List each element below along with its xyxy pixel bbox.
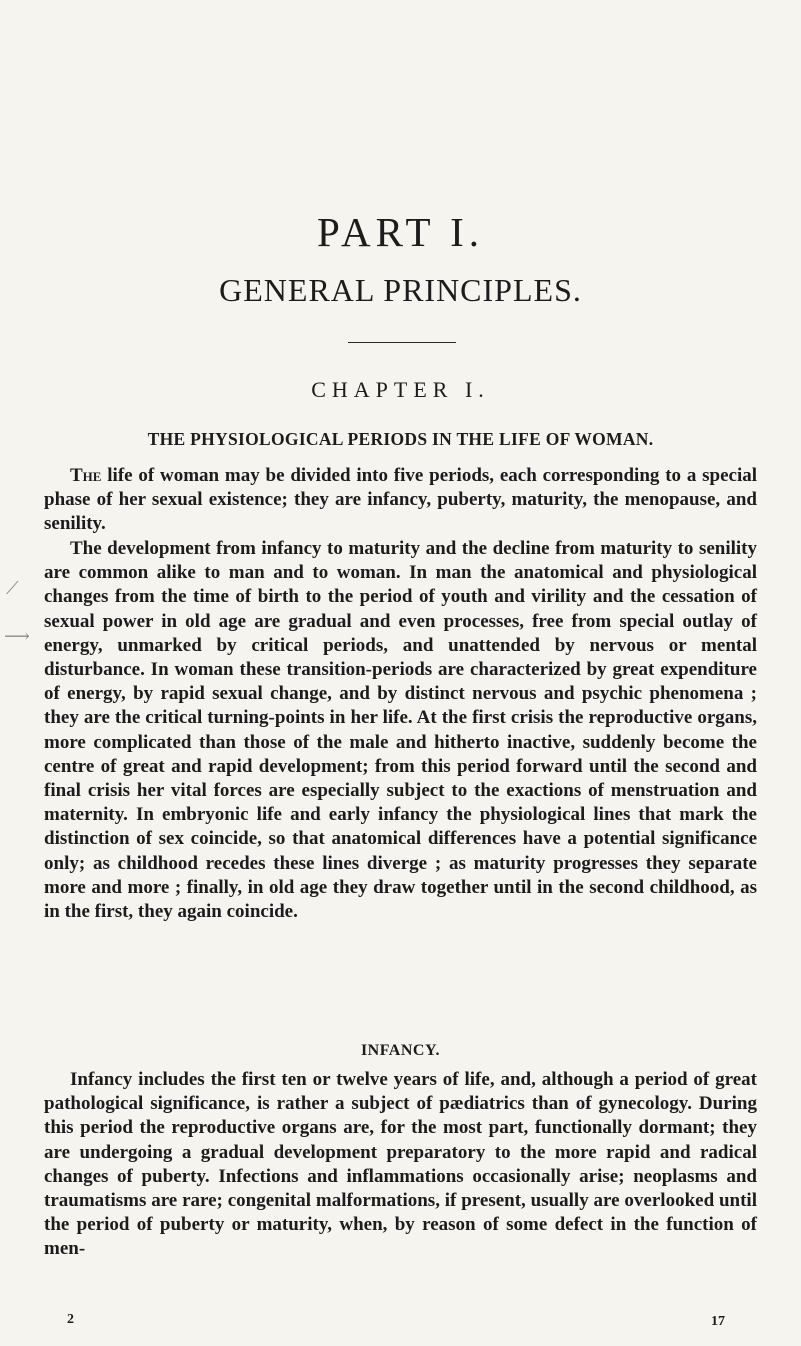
signature-mark: 2 [67,1312,74,1327]
paragraph-development: The development from infancy to maturity and the decline from maturity to senility are common alike to man and to woman. In man the anatomical and physiological changes from the time of birth to the period of youth and virility and the cessation of sexual power in old age are gradual and even processes, free from special outlay of energy, unmarked by critical periods, and unattended by nervous or mental disturbance. In woman these transition-periods are characterized by great expenditure of energy, by rapid sexual change, and by distinct nervous and psychic phenomena ; they are the critical turning-points in her life. At the first crisis the reproductive organs, more complicated than those of the male and hitherto inactive, suddenly become the centre of great and rapid development; from this period forward until the second and final crisis her vital forces are especially subject to the exactions of menstruation and maternity. In embryonic life and early infancy the physiological lines that mark the distinction of sex coincide, so that anatomical differences have a potential significance only; as childhood recedes these lines diverge ; as maturity progresses they separate more and more ; finally, in old age they draw together until in the second childhood, as in the first, they again coincide. [44,538,757,923]
section-title: GENERAL PRINCIPLES. [219,272,582,308]
paragraph-text: life of woman may be divided into five periods, each corresponding to a special phase of her sexual existence; they are infancy, puberty, maturity, the menopause, and senility. [44,465,757,535]
margin-pencil-mark: ⟋ [6,578,19,598]
chapter-subtitle: THE PHYSIOLOGICAL PERIODS IN THE LIFE OF WOMAN. [147,429,654,449]
part-title: PART I. [317,209,484,255]
title-divider [348,342,456,343]
paragraph-intro [44,464,757,537]
page-number: 17 [711,1314,725,1329]
chapter-title: CHAPTER I. [311,377,490,402]
margin-arrow-icon: ⟶ [4,626,30,646]
paragraph-infancy: Infancy includes the first ten or twelve years of life, and, although a period of great pathological significance, is rather a subject of pædiatrics than of gynecology. During this period the reproductive organs are, for the most part, functionally dormant; they are undergoing a gradual development preparatory to the more rapid and radical changes of puberty. Infections and inflammations occasionally arise; neoplasms and traumatisms are rare; congenital malformations, if present, usually are overlooked until the period of puberty or maturity, when, by reason of some defect in the function of men- [44,1069,757,1260]
section-heading-infancy: INFANCY. [360,1042,441,1059]
book-page [44,0,757,1346]
paragraph-lead-word: The [70,465,102,486]
